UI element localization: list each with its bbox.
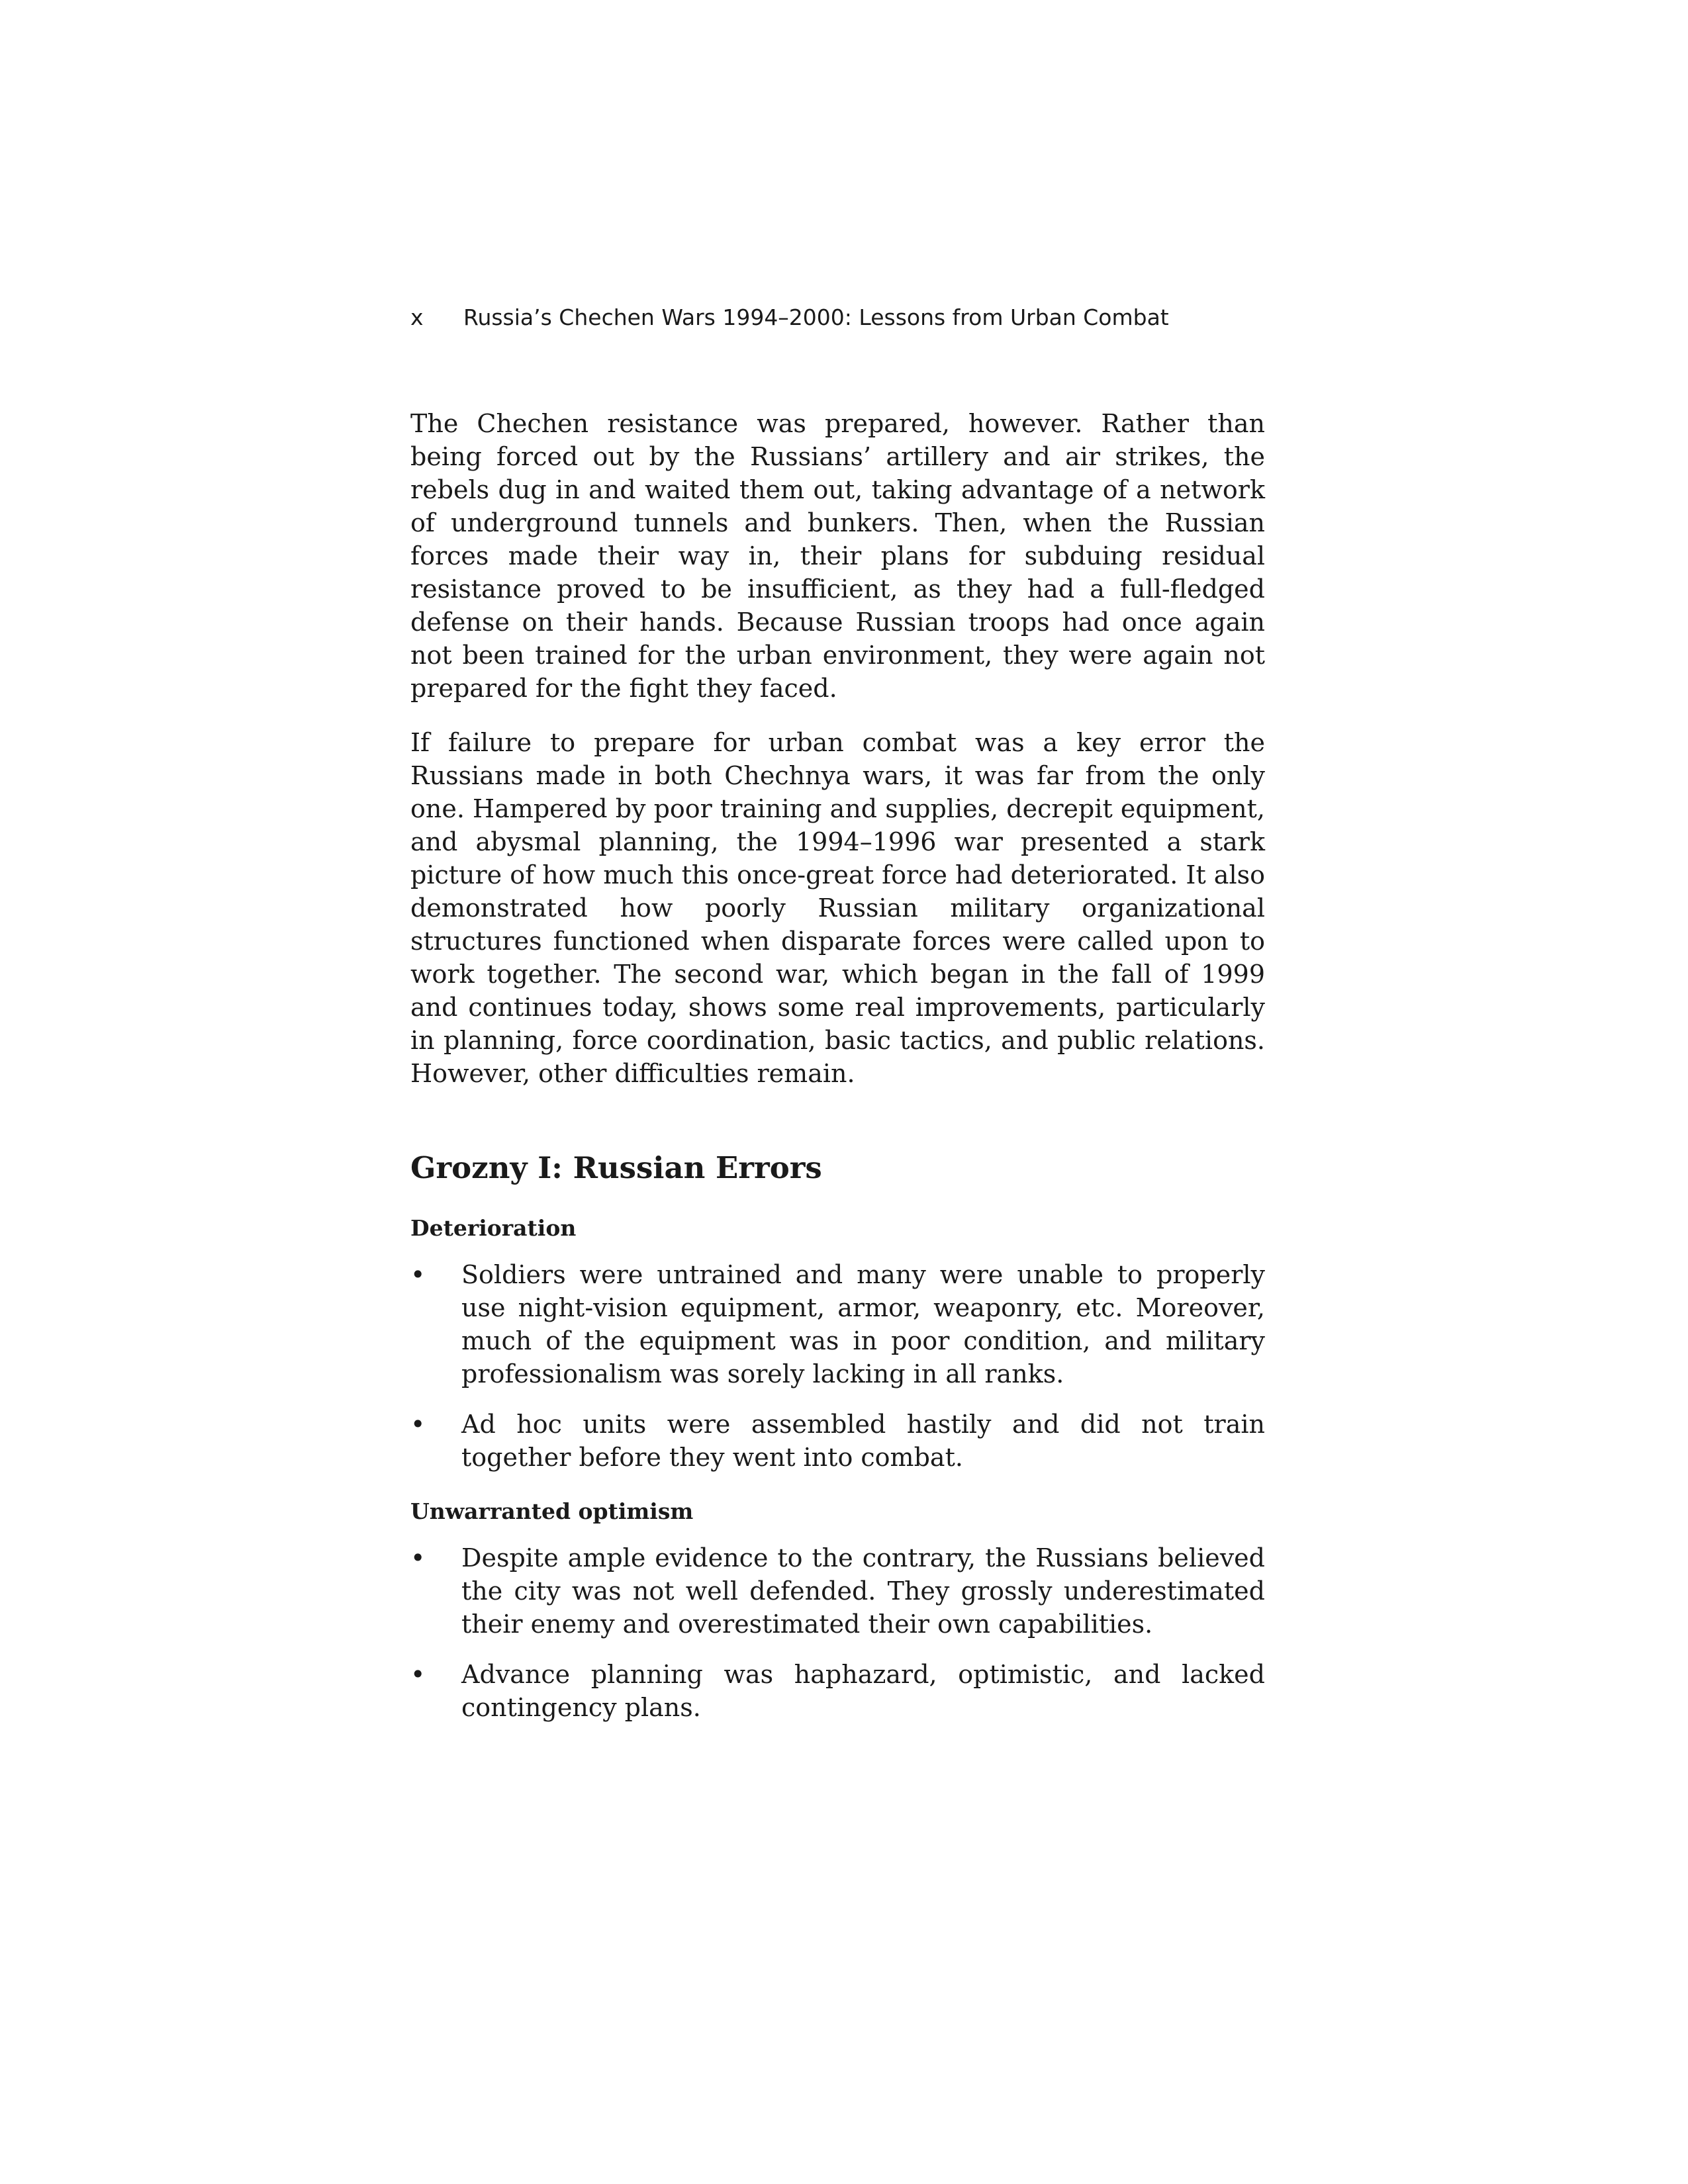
bullet-list: [410, 1541, 1265, 1724]
bullet-icon: •: [410, 1410, 426, 1439]
bullet-icon: •: [410, 1660, 426, 1689]
body-text: [410, 407, 1265, 1745]
section-heading: Grozny I: Russian Errors: [410, 1150, 822, 1185]
bullet-icon: •: [410, 1260, 426, 1289]
bullet-icon: •: [410, 1543, 426, 1572]
subsection-heading: Deterioration: [410, 1215, 577, 1241]
running-header: [410, 301, 1271, 334]
page-number: x: [410, 304, 424, 330]
list-item-text: Ad hoc units were assembled hastily and did not train together before they went into combat.: [461, 1410, 1265, 1472]
list-item: [410, 1541, 1265, 1641]
subsection-heading: Unwarranted optimism: [410, 1498, 694, 1524]
list-item: [410, 1408, 1265, 1474]
paragraph: The Chechen resistance was prepared, however. Rather than being forced out by the Russians’ artillery and air strikes, the rebels dug in and waited them out, taking advantage of a network of underground tunnels and bunkers. Then, when the Russian forces made their way in, their plans for subduing residual resistance proved to be insufficient, as they had a full-fledged defense on their hands. Because Russian troops had once again not been trained for the urban environment, they were again not prepared for the fight they faced.: [410, 409, 1265, 703]
list-item-text: Despite ample evidence to the contrary, the Russians believed the city was not well defended. They grossly underestimated their enemy and overestimated their own capabilities.: [461, 1543, 1265, 1639]
running-title: Russia’s Chechen Wars 1994–2000: Lessons from Urban Combat: [463, 304, 1169, 330]
list-item-text: Soldiers were untrained and many were unable to properly use night-vision equipment, armor, weaponry, etc. Moreover, much of the equipment was in poor condition, and military professionalism was sorely lacking in all ranks.: [461, 1260, 1265, 1388]
bullet-list: [410, 1258, 1265, 1474]
paragraph: If failure to prepare for urban combat was a key error the Russians made in both Chechnya wars, it was far from the only one. Hampered by poor training and supplies, decrepit equipment, and abysmal planning, the 1994–1996 war presented a stark picture of how much this once-great force had deteriorated. It also demonstrated how poorly Russian military organizational structures functioned when disparate forces were called upon to work together. The second war, which began in the fall of 1999 and continues today, shows some real improvements, particularly in planning, force coordination, basic tactics, and public relations. However, other difficulties remain.: [410, 728, 1265, 1088]
list-item: [410, 1258, 1265, 1390]
list-item-text: Advance planning was haphazard, optimistic, and lacked contingency plans.: [461, 1660, 1265, 1722]
list-item: [410, 1658, 1265, 1724]
